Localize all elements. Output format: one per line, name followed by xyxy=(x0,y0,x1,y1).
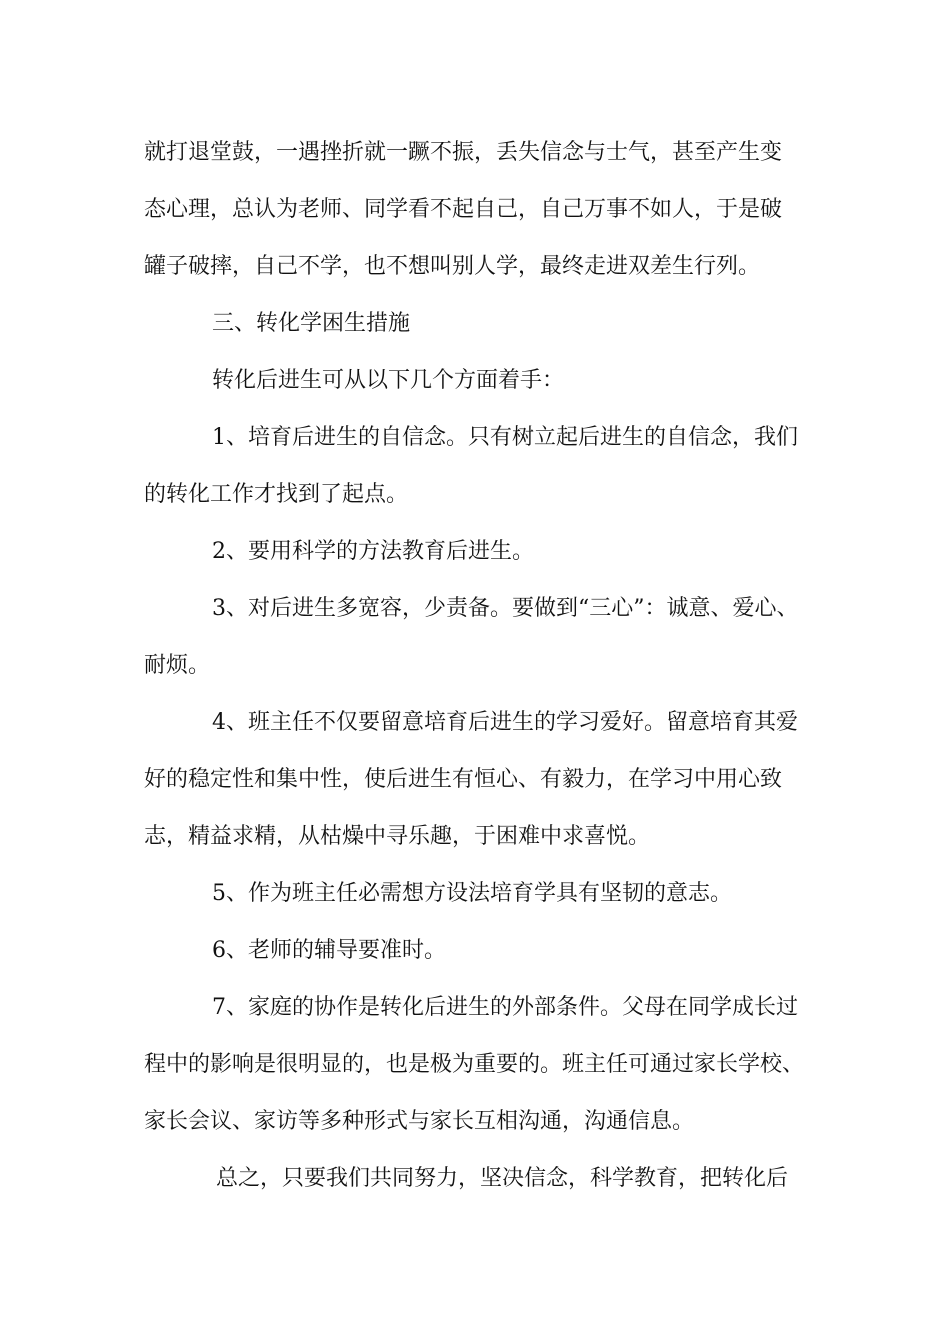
paragraph-line: 就打退堂鼓，一遇挫折就一蹶不振，丢失信念与士气，甚至产生变 xyxy=(144,140,783,165)
list-item-line: 5、作为班主任必需想方设法培育学具有坚韧的意志。 xyxy=(212,881,732,906)
list-item-line: 的转化工作才找到了起点。 xyxy=(144,482,409,507)
section-heading: 三、转化学困生措施 xyxy=(212,311,411,336)
list-item-line: 7、家庭的协作是转化后进生的外部条件。父母在同学成长过 xyxy=(212,995,798,1020)
list-item-line: 家长会议、家访等多种形式与家长互相沟通，沟通信息。 xyxy=(144,1109,695,1134)
list-item-line: 1、培育后进生的自信念。只有树立起后进生的自信念，我们 xyxy=(212,425,798,450)
paragraph-line: 转化后进生可从以下几个方面着手： xyxy=(212,368,565,393)
list-item-line: 程中的影响是很明显的，也是极为重要的。班主任可通过家长学校、 xyxy=(144,1052,805,1077)
paragraph-line: 态心理，总认为老师、同学看不起自己，自己万事不如人，于是破 xyxy=(144,197,783,222)
list-item-line: 3、对后进生多宽容，少责备。要做到“三心”：诚意、爱心、 xyxy=(212,596,799,621)
list-item-line: 耐烦。 xyxy=(144,653,211,678)
list-item-line: 4、班主任不仅要留意培育后进生的学习爱好。留意培育其爱 xyxy=(212,710,798,735)
paragraph-line: 总之，只要我们共同努力，坚决信念，科学教育，把转化后 xyxy=(216,1166,789,1191)
paragraph-line: 罐子破摔，自己不学，也不想叫别人学，最终走进双差生行列。 xyxy=(144,254,761,279)
list-item-line: 志，精益求精，从枯燥中寻乐趣，于困难中求喜悦。 xyxy=(144,824,651,849)
list-item-line: 6、老师的辅导要准时。 xyxy=(212,938,446,963)
list-item-line: 好的稳定性和集中性，使后进生有恒心、有毅力，在学习中用心致 xyxy=(144,767,783,792)
list-item-line: 2、要用科学的方法教育后进生。 xyxy=(212,539,534,564)
